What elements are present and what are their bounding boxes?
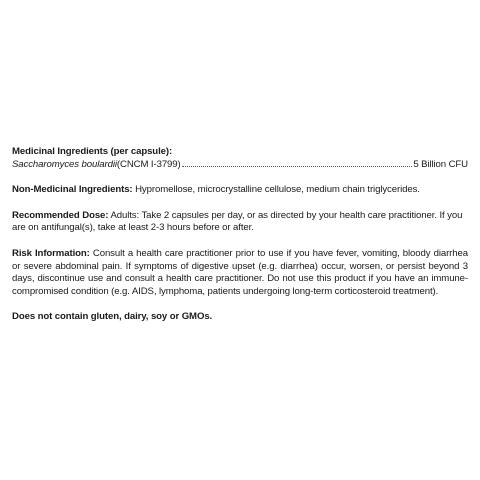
dot-leader [182, 166, 413, 167]
allergen-note: Does not contain gluten, dairy, soy or GMOs. [12, 311, 213, 323]
ingredient-amount: 5 Billion CFU [413, 158, 468, 170]
risk-information-text: Consult a health care practitioner prior to use if you have fever, vomiting, bloody diarrhea or severe abdominal pain. If symptoms of digestive upset (e.g. diarrhea) occur, worsen, or persist beyond 3 days, discontinue use and consult a health care practitioner. Do not use this product if you have an immune-compromised condition (e.g. AIDS, lymphoma, patients undergoing long-term corticosteroid treatment). [12, 247, 468, 297]
risk-information-section [12, 248, 468, 298]
recommended-dose-label: Recommended Dose: [12, 209, 109, 221]
medicinal-ingredients-heading: Medicinal Ingredients (per capsule): [12, 146, 173, 157]
ingredient-name: Saccharomyces boulardii [12, 158, 117, 170]
ingredient-strain: (CNCM I-3799) [116, 158, 181, 170]
product-label-text [12, 146, 468, 324]
medicinal-ingredients-section [12, 146, 468, 171]
non-medicinal-text: Hypromellose, microcrystalline cellulose, medium chain triglycerides. [132, 184, 420, 196]
risk-information-label: Risk Information: [12, 247, 90, 259]
non-medicinal-label: Non-Medicinal Ingredients: [12, 184, 133, 196]
ingredient-row [12, 159, 468, 172]
recommended-dose-text: Adults: Take 2 capsules per day, or as directed by your health care practitioner. If you are on antifungal(s), take at least 2-3 hours before or after. [12, 209, 463, 234]
recommended-dose-section [12, 210, 468, 235]
non-medicinal-section [12, 184, 468, 197]
